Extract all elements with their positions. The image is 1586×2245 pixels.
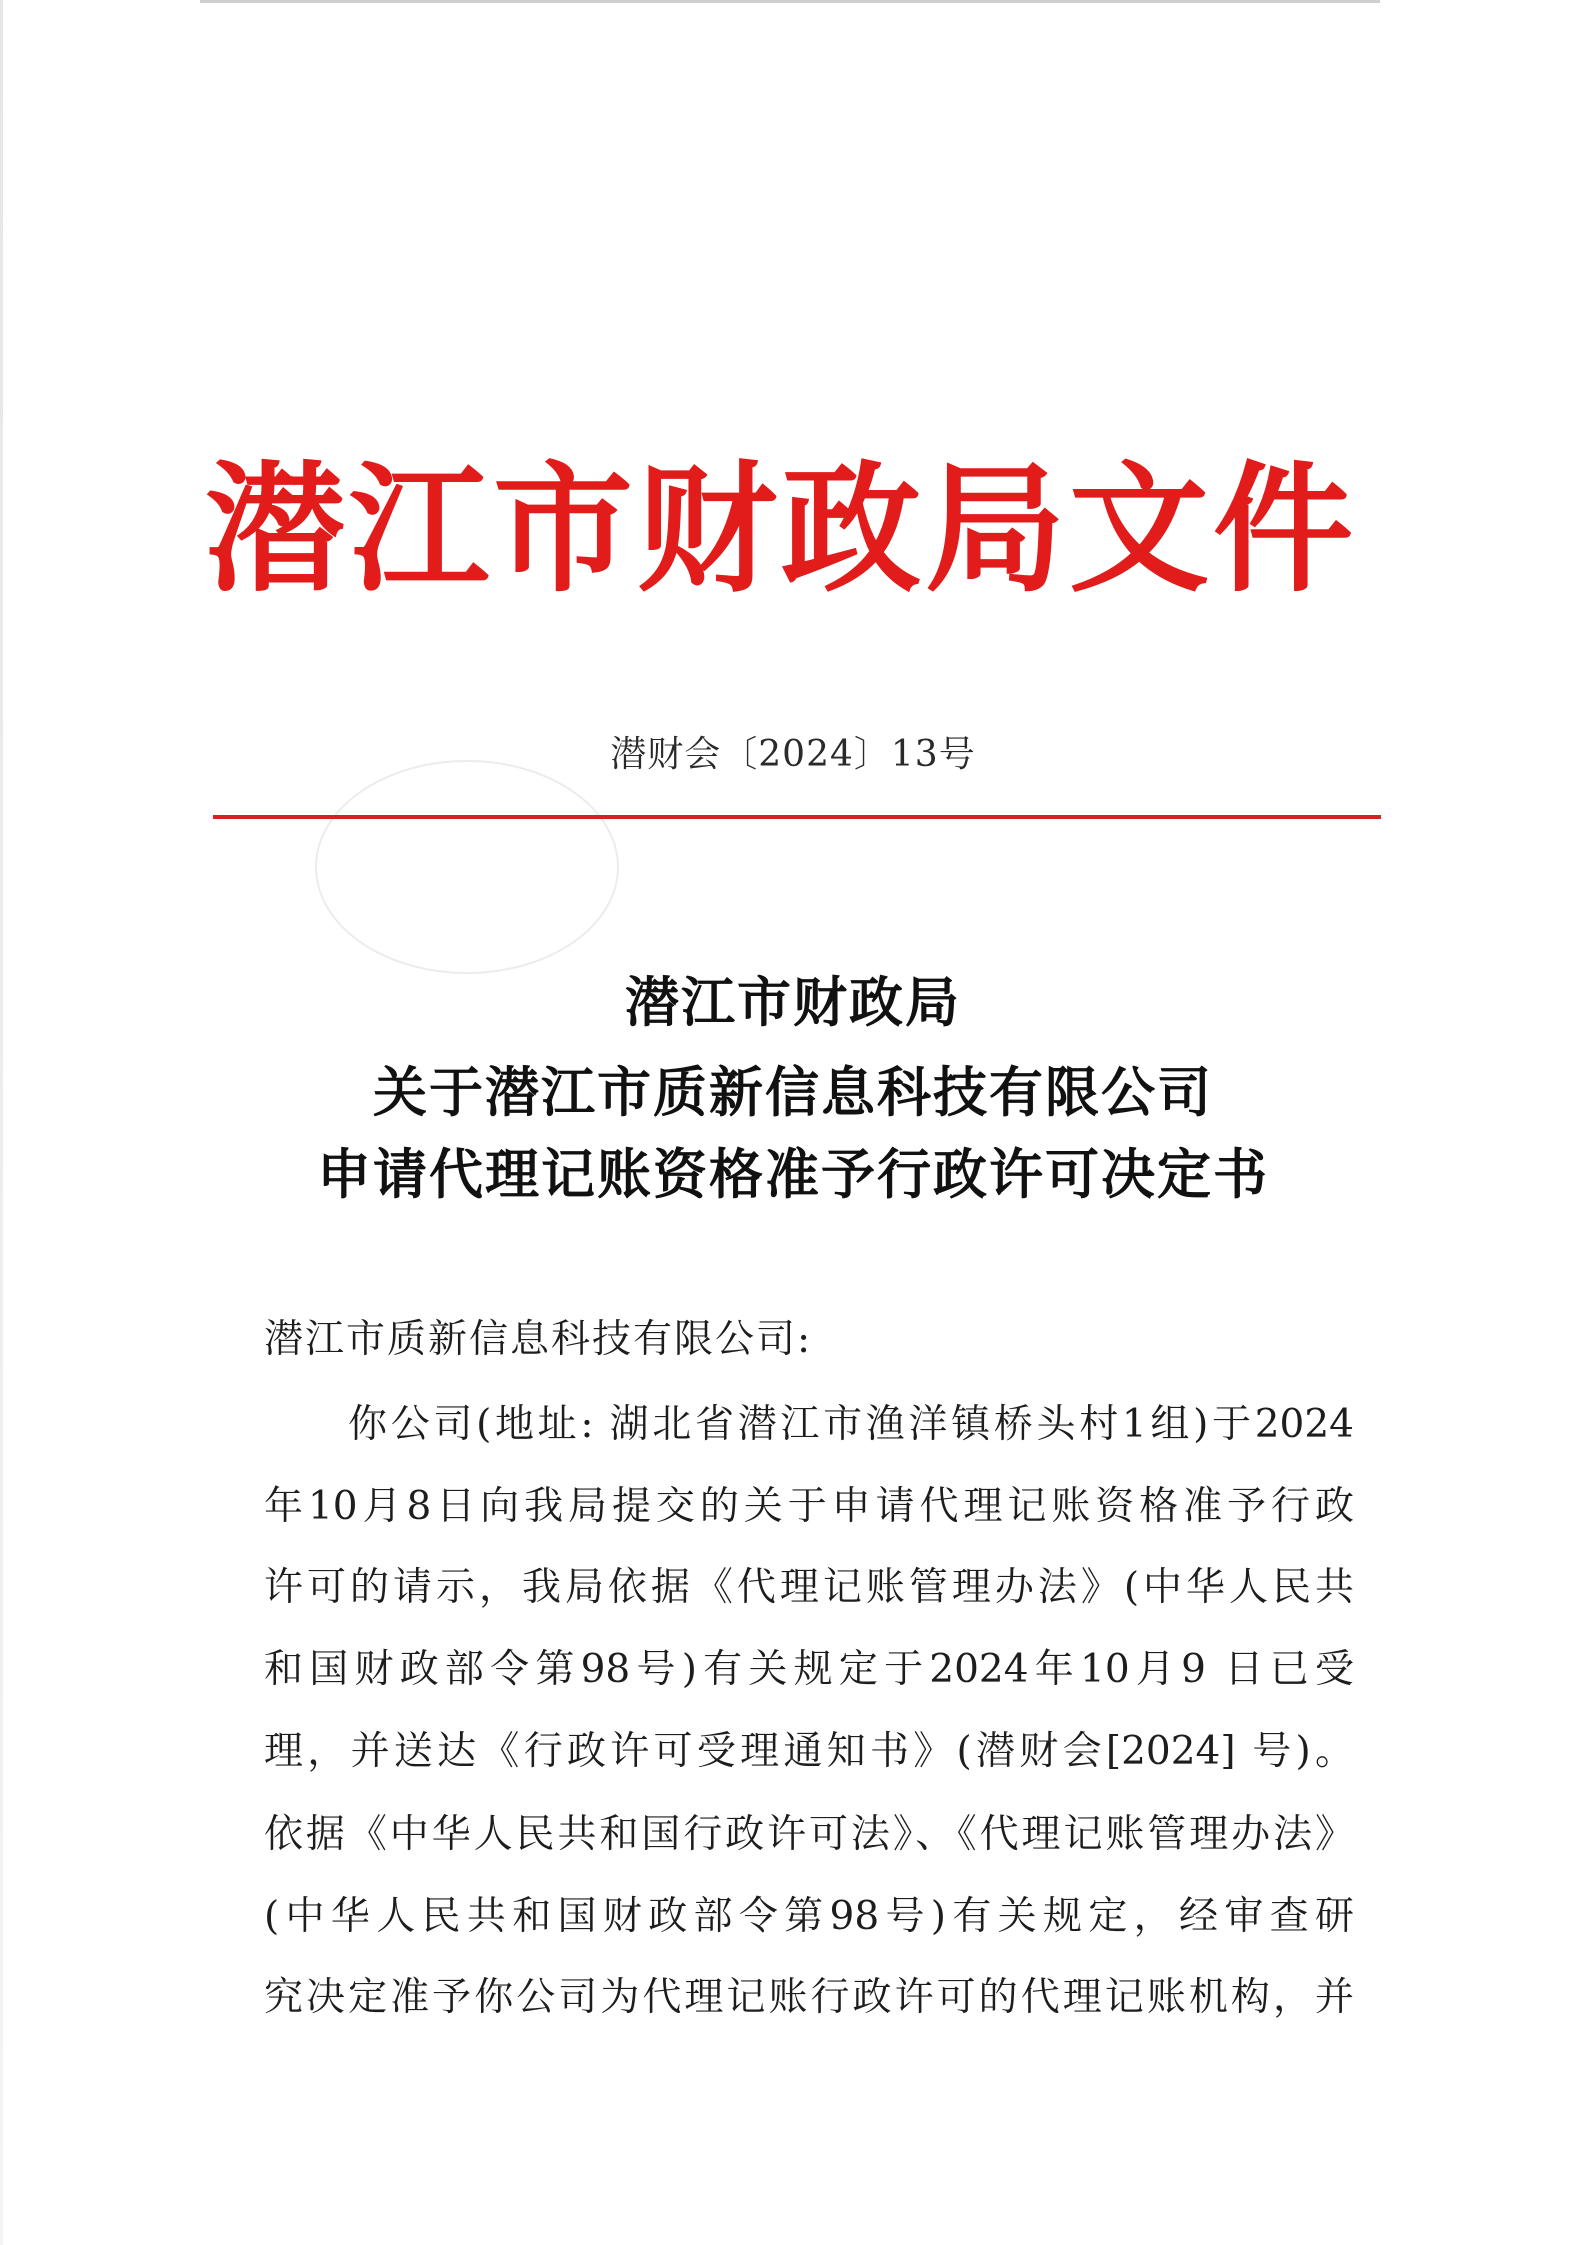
- document-number: 潜财会〔2024〕13号: [610, 734, 976, 775]
- body-line: (中华人民共和国财政部令第98号)有关规定，经审查研: [264, 1894, 1354, 1939]
- faint-stamp-mark: [315, 760, 619, 974]
- body-line: 理，并送达《行政许可受理通知书》(潜财会[2024] 号)。: [264, 1729, 1354, 1774]
- body-line: 究决定准予你公司为代理记账行政许可的代理记账机构，并: [264, 1975, 1354, 2020]
- scan-edge-top: [200, 0, 1380, 3]
- title-line-1: 潜江市财政局: [625, 971, 961, 1034]
- red-divider-line: [213, 815, 1381, 819]
- body-line: 年10月8日向我局提交的关于申请代理记账资格准予行政: [264, 1484, 1354, 1529]
- title-line-2: 关于潜江市质新信息科技有限公司: [373, 1061, 1213, 1124]
- body-line: 和国财政部令第98号)有关规定于2024年10月9 日已受: [264, 1647, 1354, 1692]
- salutation: 潜江市质新信息科技有限公司:: [264, 1317, 813, 1362]
- body-line: 许可的请示，我局依据《代理记账管理办法》(中华人民共: [264, 1565, 1354, 1610]
- title-line-3: 申请代理记账资格准予行政许可决定书: [317, 1143, 1269, 1206]
- body-line: 依据《中华人民共和国行政许可法》、《代理记账管理办法》: [264, 1812, 1354, 1857]
- body-line: 你公司(地址: 湖北省潜江市渔洋镇桥头村1组)于2024: [348, 1402, 1354, 1447]
- document-masthead: 潜江市财政局文件: [205, 448, 1358, 612]
